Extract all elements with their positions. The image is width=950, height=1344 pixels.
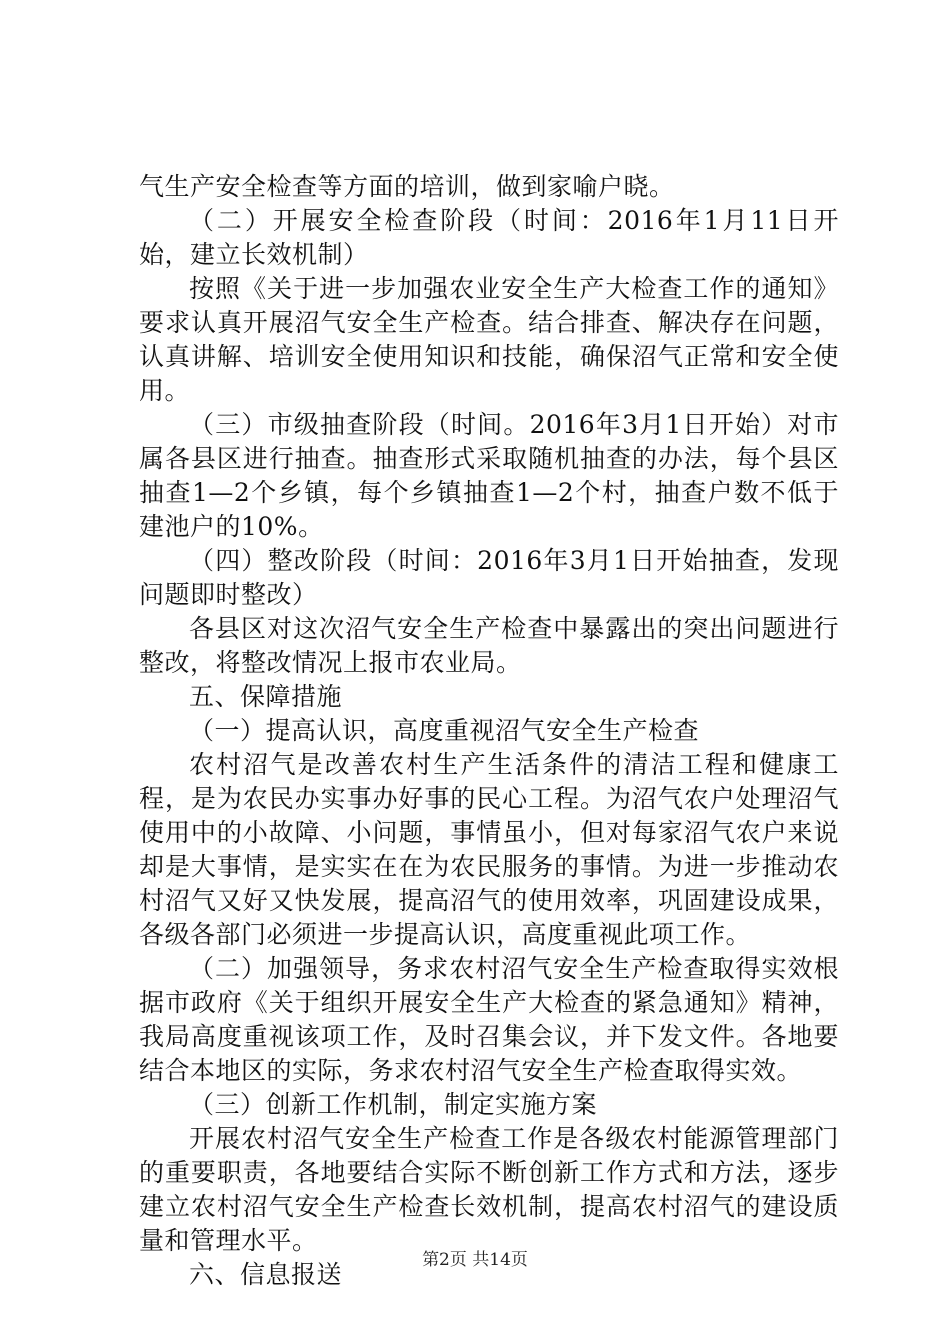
paragraph-check-stage: 按照《关于进一步加强农业安全生产大检查工作的通知》要求认真开展沼气安全生产检查。结合排查、解决存在问题，认真讲解、培训安全使用知识和技能，确保沼气正常和安全使用。 xyxy=(139,274,839,405)
section-heading-innovation: （三）创新工作机制，制定实施方案 xyxy=(189,1090,598,1119)
page-number-footer: 第2页 共14页 xyxy=(422,1250,528,1270)
section-heading-awareness: （一）提高认识，高度重视沼气安全生产检查 xyxy=(189,716,700,745)
paragraph-innovation: 开展农村沼气安全生产检查工作是各级农村能源管理部门的重要职责，各地要结合实际不断创新工作方式和方法，逐步建立农村沼气安全生产检查长效机制，提高农村沼气的建设质量和管理水平。 xyxy=(139,1124,839,1255)
paragraph-rectification: 各县区对这次沼气安全生产检查中暴露出的突出问题进行整改，将整改情况上报市农业局。 xyxy=(139,614,839,677)
chapter-heading-info-report: 六、信息报送 xyxy=(189,1260,343,1289)
paragraph-continuation: 气生产安全检查等方面的培训，做到家喻户晓。 xyxy=(139,172,675,201)
section-heading-check-stage: （二）开展安全检查阶段（时间：2016年1月11日开始，建立长效机制） xyxy=(139,206,839,269)
section-heading-rectification: （四）整改阶段（时间：2016年3月1日开始抽查，发现问题即时整改） xyxy=(139,546,839,609)
chapter-heading-safeguards: 五、保障措施 xyxy=(189,682,343,711)
paragraph-awareness: 农村沼气是改善农村生产生活条件的清洁工程和健康工程，是为农民办实事办好事的民心工程。为沼气农户处理沼气使用中的小故障、小问题，事情虽小，但对每家沼气农户来说却是大事情，是实实在在为农民服务的事情。为进一步推动农村沼气又好又快发展，提高沼气的使用效率，巩固建设成果，各级各部门必须进一步提高认识，高度重视此项工作。 xyxy=(139,750,839,949)
section-heading-city-spot-check: （三）市级抽查阶段（时间。2016年3月1日开始）对市属各县区进行抽查。抽查形式采取随机抽查的办法，每个县区抽查1—2个乡镇，每个乡镇抽查1—2个村，抽查户数不低于建池户的10%。 xyxy=(139,410,839,541)
section-heading-leadership: （二）加强领导，务求农村沼气安全生产检查取得实效根据市政府《关于组织开展安全生产大检查的紧急通知》精神，我局高度重视该项工作，及时召集会议，并下发文件。各地要结合本地区的实际，务求农村沼气安全生产检查取得实效。 xyxy=(139,954,839,1085)
document-body xyxy=(139,170,839,1292)
